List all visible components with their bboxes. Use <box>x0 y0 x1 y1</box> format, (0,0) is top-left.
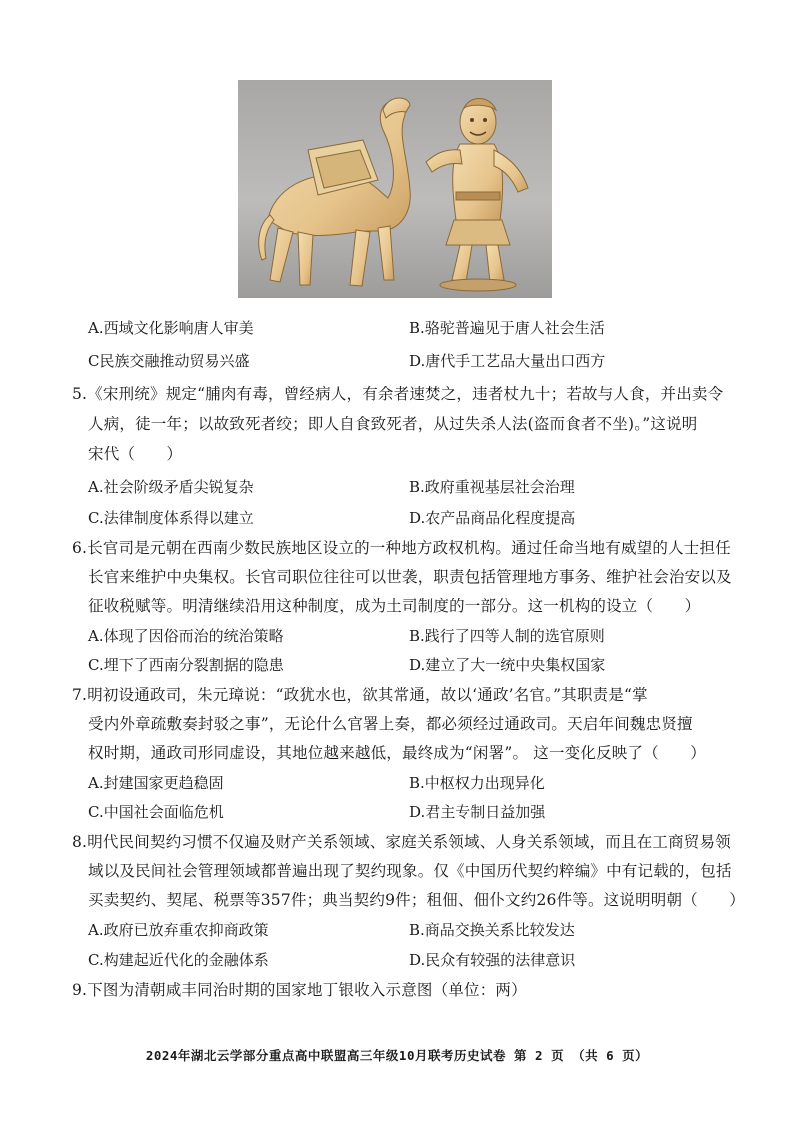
page-footer: 2024年湖北云学部分重点高中联盟高三年级10月联考历史试卷 第 2 页 （共 6 页） <box>145 1048 649 1063</box>
tang-pottery-figurines-photo <box>238 80 552 298</box>
foreign-man-figurine <box>426 98 528 291</box>
q7-option-c: C.中国社会面临危机 <box>88 803 224 821</box>
q4-option-d: D.唐代手工艺品大量出口西方 <box>409 352 606 370</box>
q6-stem-line-1: 6.长官司是元朝在西南少数民族地区设立的一种地方政权机构。通过任命当地有威望的人士担任 <box>72 539 731 557</box>
q6-option-b: B.践行了四等人制的选官原则 <box>409 627 605 645</box>
q8-option-a: A.政府已放弃重农抑商政策 <box>88 921 269 939</box>
q5-option-b: B.政府重视基层社会治理 <box>409 478 575 496</box>
q7-option-d: D.君主专制日益加强 <box>409 803 546 821</box>
q8-stem-line-2: 域以及民间社会管理领域都普遍出现了契约现象。仅《中国历代契约粹编》中有记载的，包括 <box>88 862 732 880</box>
q6-option-d: D.建立了大一统中央集权国家 <box>409 656 606 674</box>
q8-option-b: B.商品交换关系比较发达 <box>409 921 575 939</box>
q5-option-c: C.法律制度体系得以建立 <box>88 509 254 527</box>
q8-option-c: C.构建起近代化的金融体系 <box>88 951 269 969</box>
q5-stem-line-2: 人病，徒一年；以故致死者绞；即人自食致死者，从过失杀人法(盗而食者不坐)。”这说明 <box>88 415 698 433</box>
q5-stem-line-1: 5.《宋刑统》规定“脯肉有毒，曾经病人，有余者速焚之，违者杖九十；若故与人食，并出卖令 <box>72 385 724 403</box>
q7-option-a: A.封建国家更趋稳固 <box>88 774 224 792</box>
q4-option-a: A.西域文化影响唐人审美 <box>88 319 254 337</box>
q7-stem-line-1: 7.明初设通政司，朱元璋说：“政犹水也，欲其常通，故以‘通政’名官。”其职责是“掌 <box>72 686 648 704</box>
q4-option-b: B.骆驼普遍见于唐人社会生活 <box>409 319 605 337</box>
q8-stem-line-1: 8.明代民间契约习惯不仅遍及财产关系领域、家庭关系领域、人身关系领域，而且在工商贸易领 <box>72 833 731 851</box>
q4-option-c: C民族交融推动贸易兴盛 <box>88 352 250 370</box>
q6-option-c: C.埋下了西南分裂割据的隐患 <box>88 656 284 674</box>
pottery-illustration <box>238 80 552 298</box>
q6-stem-line-2: 长官来维护中央集权。长官司职位往往可以世袭，职责包括管理地方事务、维护社会治安以及 <box>88 568 732 586</box>
q7-stem-line-2: 受内外章疏敷奏封驳之事”，无论什么官署上奏，都必须经过通政司。天启年间魏忠贤擅 <box>88 715 693 733</box>
q6-stem-line-3: 征收税赋等。明清继续沿用这种制度，成为土司制度的一部分。这一机构的设立（ ） <box>88 597 701 615</box>
q8-stem-line-3: 买卖契约、契尾、税票等357件；典当契约9件；租佃、佃仆文约26件等。这说明明朝（ ） <box>88 891 745 909</box>
q5-stem-line-3: 宋代（ ） <box>88 445 183 463</box>
q7-option-b: B.中枢权力出现异化 <box>409 774 545 792</box>
q7-stem-line-3: 权时期，通政司形同虚设，其地位越来越低，最终成为“闲署”。 这一变化反映了（ ） <box>88 744 706 762</box>
q6-option-a: A.体现了因俗而治的统治策略 <box>88 627 284 645</box>
q8-option-d: D.民众有较强的法律意识 <box>409 951 576 969</box>
q9-stem-line-1: 9.下图为清朝咸丰同治时期的国家地丁银收入示意图（单位：两） <box>72 981 527 999</box>
camel-figurine <box>259 98 411 286</box>
q5-option-d: D.农产品商品化程度提高 <box>409 509 576 527</box>
q5-option-a: A.社会阶级矛盾尖锐复杂 <box>88 478 254 496</box>
